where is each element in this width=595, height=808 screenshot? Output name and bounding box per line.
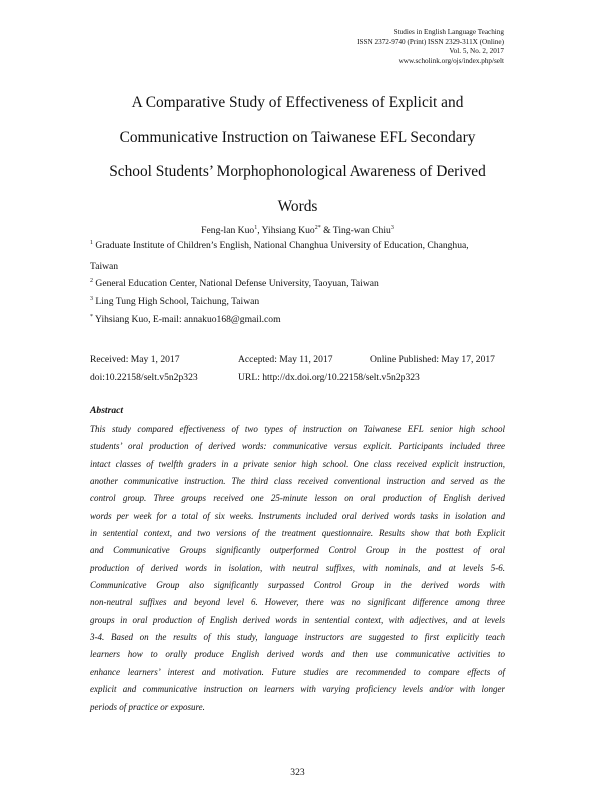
affiliation-text: Ling Tung High School, Taichung, Taiwan (93, 296, 260, 307)
doi: doi:10.22158/selt.v5n2p323 (90, 371, 198, 383)
affiliation-sup: 1 (90, 239, 93, 246)
affiliation-sup: 2 (90, 277, 93, 284)
journal-name: Studies in English Language Teaching (393, 28, 504, 36)
abstract-body (90, 421, 505, 716)
abstract-line: students’ oral production of derived words: communicative versus explicit. Participants included three (90, 441, 505, 452)
abstract-line: 3-4. Based on the results of this study, language instructors are suggested to first explicitly teach (90, 632, 505, 643)
abstract-line: and Communicative Groups significantly outperformed Control Group in the posttest of oral (90, 545, 505, 556)
abstract-line: words per week for a total of six weeks. Instruments included oral derived words tasks in isolation and (90, 510, 505, 521)
title-line: Words (277, 197, 318, 215)
author-separator: , (257, 225, 262, 236)
journal-volume: Vol. 5, No. 2, 2017 (449, 47, 504, 56)
affiliation-1-cont: Taiwan (90, 261, 119, 272)
abstract-line: learners how to orally produce English derived words and then use communicative activities to (90, 649, 505, 660)
abstract-line: periods of practice or exposure. (90, 701, 205, 712)
affiliation-3 (90, 293, 505, 311)
journal-url: www.scholink.org/ojs/index.php/selt (398, 56, 504, 65)
author-name: Ting-wan Chiu (332, 225, 391, 236)
abstract-line: This study compared effectiveness of two types of instruction on Taiwanese EFL senior high school (90, 424, 505, 434)
abstract-line: explicit and communicative instruction on learners with varying proficiency levels and/or with longer (90, 684, 505, 695)
affiliation-sup: 3 (90, 295, 93, 302)
abstract-line: another communicative instruction. The third class received conventional instruction and served as the (90, 476, 505, 487)
received-date: Received: May 1, 2017 (90, 354, 180, 365)
abstract-line: non-neutral suffixes and beyond level 6. However, there was no significant difference among three (90, 597, 505, 608)
author-name: Feng-lan Kuo (201, 225, 255, 236)
published-date: Online Published: May 17, 2017 (370, 354, 495, 365)
title-line: School Students’ Morphophonological Awareness of Derived (109, 163, 486, 180)
title-line: A Comparative Study of Effectiveness of Explicit and (131, 94, 464, 111)
author-separator: & (320, 225, 333, 236)
abstract-line: control group. Three groups received one 25-minute lesson on oral production of English derived (90, 493, 505, 504)
corresponding-author (90, 311, 505, 329)
affiliation-text: Yihsiang Kuo, E-mail: annakuo168@gmail.com (93, 314, 281, 325)
abstract-line: groups in oral production of English derived words in sentential context, with adjectives, and at levels (90, 614, 505, 625)
affiliation-text: Graduate Institute of Children’s English, National Changhua University of Education, Changhua, (93, 240, 469, 251)
affiliation-sup: * (90, 313, 93, 320)
author-name: Yihsiang Kuo (261, 225, 315, 236)
abstract-line: intact classes of twelfth graders in a private senior high school. One class received explicit instruction, (90, 458, 505, 469)
author-sup: 2* (314, 224, 321, 231)
author-list (90, 225, 505, 236)
journal-header (357, 28, 504, 66)
affiliation-2 (90, 275, 505, 293)
author-sup: 3 (390, 224, 394, 231)
abstract-line: Communicative Group also significantly surpassed Control Group in the derived words with (90, 580, 505, 591)
affiliation-1 (90, 237, 505, 255)
author-sup: 1 (254, 224, 258, 231)
doi-url-link[interactable]: URL: http://dx.doi.org/10.22158/selt.v5n2p323 (238, 371, 420, 383)
abstract-line: in sentential context, and two versions of the treatment questionnaire. Results show that both Explicit (90, 528, 505, 539)
page-number: 323 (290, 767, 305, 778)
title-line: Communicative Instruction on Taiwanese EFL Secondary (119, 128, 476, 146)
journal-issn: ISSN 2372-9740 (Print) ISSN 2329-311X (Online) (357, 37, 504, 46)
paper-title (90, 86, 505, 224)
abstract-line: production of derived words in isolation, with neutral suffixes, with nominals, and at levels 5-6. (90, 562, 505, 573)
publication-info (90, 351, 505, 386)
accepted-date: Accepted: May 11, 2017 (238, 354, 333, 365)
abstract-line: enhance learners’ interest and motivation. Future studies are recommended to compare effects of (90, 666, 505, 677)
abstract-heading: Abstract (90, 405, 124, 416)
affiliation-text: General Education Center, National Defense University, Taoyuan, Taiwan (93, 278, 379, 289)
